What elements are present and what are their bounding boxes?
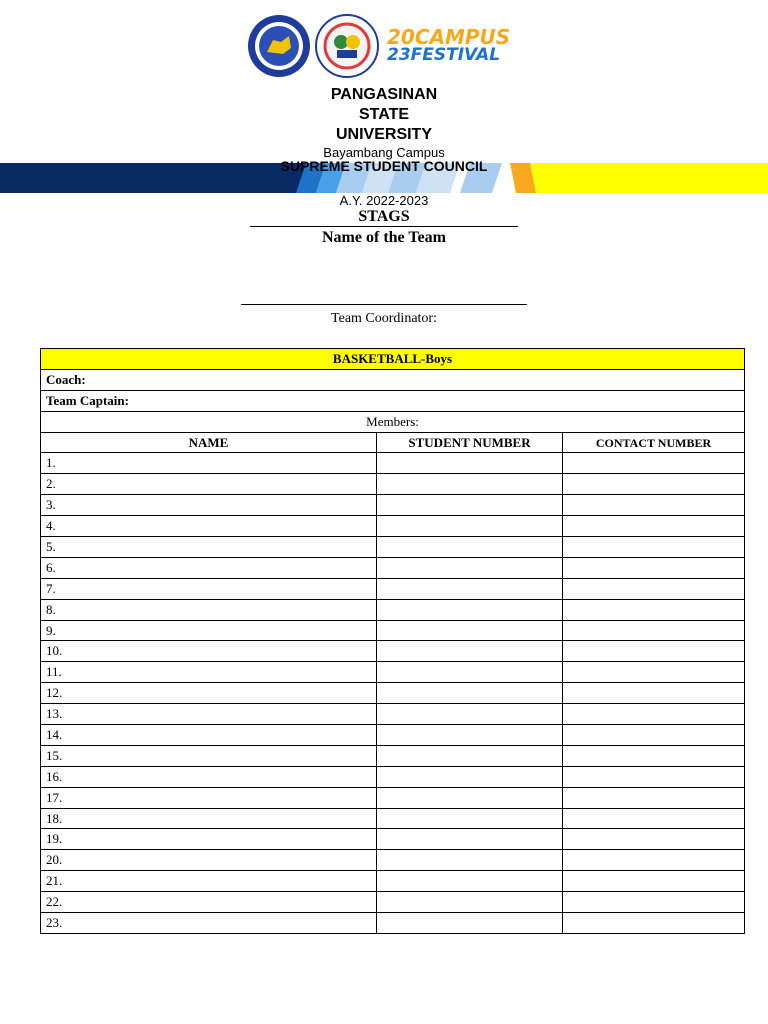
- team-name-value[interactable]: STAGS: [250, 208, 518, 227]
- student-number-cell[interactable]: [377, 516, 563, 537]
- member-name-cell[interactable]: 4.: [41, 516, 377, 537]
- member-name-cell[interactable]: 3.: [41, 495, 377, 516]
- student-number-cell[interactable]: [377, 662, 563, 683]
- psu-seal-logo: [247, 14, 311, 78]
- name-column-header: NAME: [41, 432, 377, 453]
- contact-number-cell[interactable]: [563, 913, 745, 934]
- student-number-cell[interactable]: [377, 766, 563, 787]
- contact-number-cell[interactable]: [563, 495, 745, 516]
- team-name-label: Name of the Team: [322, 229, 446, 246]
- campus-name: Bayambang Campus: [323, 145, 445, 160]
- table-row: [41, 620, 745, 641]
- member-name-cell[interactable]: 7.: [41, 578, 377, 599]
- festival-logo: 20CAMPUS 23FESTIVAL: [387, 25, 511, 65]
- contact-number-cell[interactable]: [563, 599, 745, 620]
- student-number-cell[interactable]: [377, 850, 563, 871]
- members-header-row: [41, 411, 745, 432]
- member-name-cell[interactable]: 5.: [41, 537, 377, 558]
- coach-row[interactable]: [41, 369, 745, 390]
- contact-number-column-header: CONTACT NUMBER: [563, 432, 745, 453]
- university-name-line: PANGASINAN: [330, 86, 438, 103]
- table-row: [41, 808, 745, 829]
- contact-number-cell[interactable]: [563, 725, 745, 746]
- student-number-cell[interactable]: [377, 537, 563, 558]
- student-number-cell[interactable]: [377, 725, 563, 746]
- table-row: [41, 745, 745, 766]
- contact-number-cell[interactable]: [563, 641, 745, 662]
- student-number-column-header: STUDENT NUMBER: [377, 432, 563, 453]
- student-number-cell[interactable]: [377, 683, 563, 704]
- member-name-cell[interactable]: 23.: [41, 913, 377, 934]
- table-row: [41, 599, 745, 620]
- member-name-cell[interactable]: 17.: [41, 787, 377, 808]
- table-row: [41, 516, 745, 537]
- member-name-cell[interactable]: 20.: [41, 850, 377, 871]
- university-name-line: UNIVERSITY: [335, 126, 432, 143]
- member-name-cell[interactable]: 18.: [41, 808, 377, 829]
- student-number-cell[interactable]: [377, 641, 563, 662]
- member-name-cell[interactable]: 15.: [41, 745, 377, 766]
- table-row: [41, 662, 745, 683]
- table-row: [41, 725, 745, 746]
- member-name-cell[interactable]: 14.: [41, 725, 377, 746]
- roster-table: [40, 348, 745, 934]
- table-row: [41, 787, 745, 808]
- member-name-cell[interactable]: 19.: [41, 829, 377, 850]
- student-number-cell[interactable]: [377, 892, 563, 913]
- sport-title: BASKETBALL-Boys: [41, 349, 745, 370]
- student-number-cell[interactable]: [377, 620, 563, 641]
- logo-row: [247, 14, 517, 78]
- table-row: [41, 495, 745, 516]
- table-row: [41, 557, 745, 578]
- student-number-cell[interactable]: [377, 871, 563, 892]
- coach-label: Coach:: [41, 369, 745, 390]
- contact-number-cell[interactable]: [563, 662, 745, 683]
- contact-number-cell[interactable]: [563, 850, 745, 871]
- contact-number-cell[interactable]: [563, 474, 745, 495]
- table-row: [41, 892, 745, 913]
- student-number-cell[interactable]: [377, 829, 563, 850]
- member-name-cell[interactable]: 9.: [41, 620, 377, 641]
- student-number-cell[interactable]: [377, 787, 563, 808]
- sport-title-row: [41, 349, 745, 370]
- contact-number-cell[interactable]: [563, 829, 745, 850]
- member-name-cell[interactable]: 1.: [41, 453, 377, 474]
- student-number-cell[interactable]: [377, 808, 563, 829]
- contact-number-cell[interactable]: [563, 704, 745, 725]
- table-row: [41, 537, 745, 558]
- contact-number-cell[interactable]: [563, 683, 745, 704]
- contact-number-cell[interactable]: [563, 892, 745, 913]
- student-number-cell[interactable]: [377, 704, 563, 725]
- university-name-block: [0, 85, 768, 160]
- team-coordinator-signature-line[interactable]: [241, 304, 527, 305]
- student-number-cell[interactable]: [377, 913, 563, 934]
- contact-number-cell[interactable]: [563, 537, 745, 558]
- contact-number-cell[interactable]: [563, 871, 745, 892]
- table-row: [41, 766, 745, 787]
- contact-number-cell[interactable]: [563, 745, 745, 766]
- member-name-cell[interactable]: 6.: [41, 557, 377, 578]
- student-council-logo: [315, 14, 379, 78]
- member-name-cell[interactable]: 13.: [41, 704, 377, 725]
- university-name-line: STATE: [358, 106, 410, 123]
- contact-number-cell[interactable]: [563, 766, 745, 787]
- table-row: [41, 829, 745, 850]
- table-row: [41, 850, 745, 871]
- contact-number-cell[interactable]: [563, 787, 745, 808]
- contact-number-cell[interactable]: [563, 620, 745, 641]
- table-row: [41, 683, 745, 704]
- member-name-cell[interactable]: 12.: [41, 683, 377, 704]
- members-label: Members:: [41, 411, 745, 432]
- column-header-row: [41, 432, 745, 453]
- student-number-cell[interactable]: [377, 474, 563, 495]
- table-row: [41, 578, 745, 599]
- captain-row[interactable]: [41, 390, 745, 411]
- member-name-cell[interactable]: 21.: [41, 871, 377, 892]
- member-rows: [41, 453, 745, 933]
- contact-number-cell[interactable]: [563, 516, 745, 537]
- student-number-cell[interactable]: [377, 495, 563, 516]
- contact-number-cell[interactable]: [563, 557, 745, 578]
- student-number-cell[interactable]: [377, 453, 563, 474]
- contact-number-cell[interactable]: [563, 578, 745, 599]
- member-name-cell[interactable]: 11.: [41, 662, 377, 683]
- table-row: [41, 474, 745, 495]
- member-name-cell[interactable]: 22.: [41, 892, 377, 913]
- member-name-cell[interactable]: 10.: [41, 641, 377, 662]
- member-name-cell[interactable]: 8.: [41, 599, 377, 620]
- student-number-cell[interactable]: [377, 557, 563, 578]
- academic-year: A.Y. 2022-2023: [339, 193, 429, 208]
- table-row: [41, 704, 745, 725]
- member-name-cell[interactable]: 2.: [41, 474, 377, 495]
- table-row: [41, 913, 745, 934]
- team-captain-label: Team Captain:: [41, 390, 745, 411]
- student-number-cell[interactable]: [377, 599, 563, 620]
- contact-number-cell[interactable]: [563, 808, 745, 829]
- table-row: [41, 453, 745, 474]
- team-coordinator-label: Team Coordinator:: [331, 311, 437, 326]
- contact-number-cell[interactable]: [563, 453, 745, 474]
- table-row: [41, 871, 745, 892]
- student-council-name: SUPREME STUDENT COUNCIL: [280, 158, 488, 174]
- table-row: [41, 641, 745, 662]
- student-number-cell[interactable]: [377, 745, 563, 766]
- member-name-cell[interactable]: 16.: [41, 766, 377, 787]
- student-number-cell[interactable]: [377, 578, 563, 599]
